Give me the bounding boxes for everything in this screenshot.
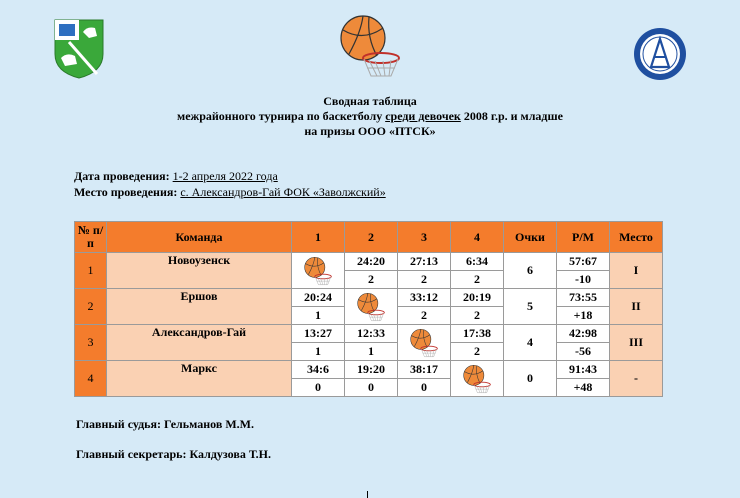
team-name: Ершов	[107, 289, 292, 325]
header-num: № п/п	[75, 222, 107, 253]
match-score: 24:20	[345, 253, 398, 271]
final-place: II	[610, 289, 663, 325]
match-points: 2	[451, 307, 504, 325]
final-place: -	[610, 361, 663, 397]
header-diff: Р/М	[557, 222, 610, 253]
self-match-cell	[398, 325, 451, 361]
header-col-4: 4	[451, 222, 504, 253]
title-line-3: на призы ООО «ПТСК»	[304, 124, 436, 138]
row-num: 2	[75, 289, 107, 325]
match-score: 6:34	[451, 253, 504, 271]
total-points: 0	[504, 361, 557, 397]
total-points: 5	[504, 289, 557, 325]
match-points: 0	[398, 379, 451, 397]
match-points: 0	[345, 379, 398, 397]
row-num: 1	[75, 253, 107, 289]
final-place: III	[610, 325, 663, 361]
match-score: 38:17	[398, 361, 451, 379]
date-line: Дата проведения: 1-2 апреля 2022 года	[74, 169, 278, 183]
scored-conceded: 42:98	[557, 325, 610, 343]
match-points: 1	[292, 307, 345, 325]
event-info	[74, 168, 386, 200]
match-score: 17:38	[451, 325, 504, 343]
coat-of-arms-icon	[53, 18, 105, 80]
scored-conceded: 57:67	[557, 253, 610, 271]
point-difference: -10	[557, 271, 610, 289]
row-num: 3	[75, 325, 107, 361]
point-difference: +18	[557, 307, 610, 325]
match-score: 34:6	[292, 361, 345, 379]
total-points: 4	[504, 325, 557, 361]
point-difference: -56	[557, 343, 610, 361]
match-score: 27:13	[398, 253, 451, 271]
match-score: 20:19	[451, 289, 504, 307]
match-points: 1	[345, 343, 398, 361]
basketball-icon	[407, 327, 441, 359]
team-name: Новоузенск	[107, 253, 292, 289]
header-row	[75, 222, 663, 253]
title-line-1: Сводная таблица	[323, 94, 417, 108]
table-row	[75, 325, 663, 343]
basketball-icon	[301, 255, 335, 287]
place-line: Место проведения: с. Александров-Гай ФОК «Заволжский»	[74, 185, 386, 199]
chief-secretary: Главный секретарь: Калдузова Т.Н.	[76, 447, 271, 461]
team-name: Александров-Гай	[107, 325, 292, 361]
match-points: 2	[345, 271, 398, 289]
match-points: 2	[451, 343, 504, 361]
document-title	[0, 94, 740, 139]
match-score: 19:20	[345, 361, 398, 379]
match-points: 0	[292, 379, 345, 397]
match-score: 13:27	[292, 325, 345, 343]
scored-conceded: 73:55	[557, 289, 610, 307]
row-num: 4	[75, 361, 107, 397]
match-score: 12:33	[345, 325, 398, 343]
match-score: 20:24	[292, 289, 345, 307]
results-table	[74, 221, 663, 397]
header-points: Очки	[504, 222, 557, 253]
self-match-cell	[345, 289, 398, 325]
match-points: 2	[451, 271, 504, 289]
team-name: Маркс	[107, 361, 292, 397]
title-line-2: межрайонного турнира по баскетболу среди девочек 2008 г.р. и младше	[177, 109, 563, 123]
chief-judge: Главный судья: Гельманов М.М.	[76, 417, 254, 431]
match-score: 33:12	[398, 289, 451, 307]
table-row	[75, 253, 663, 271]
basketball-icon	[333, 12, 407, 80]
header-col-2: 2	[345, 222, 398, 253]
table-row	[75, 289, 663, 307]
self-match-cell	[292, 253, 345, 289]
match-points: 1	[292, 343, 345, 361]
header-place: Место	[610, 222, 663, 253]
scored-conceded: 91:43	[557, 361, 610, 379]
federation-emblem-icon	[633, 27, 687, 81]
self-match-cell	[451, 361, 504, 397]
header-team: Команда	[107, 222, 292, 253]
table-row	[75, 361, 663, 379]
match-points: 2	[398, 271, 451, 289]
page-divider	[367, 491, 368, 498]
total-points: 6	[504, 253, 557, 289]
basketball-icon	[354, 291, 388, 323]
basketball-icon	[460, 363, 494, 395]
final-place: I	[610, 253, 663, 289]
match-points: 2	[398, 307, 451, 325]
header-col-1: 1	[292, 222, 345, 253]
header-col-3: 3	[398, 222, 451, 253]
point-difference: +48	[557, 379, 610, 397]
